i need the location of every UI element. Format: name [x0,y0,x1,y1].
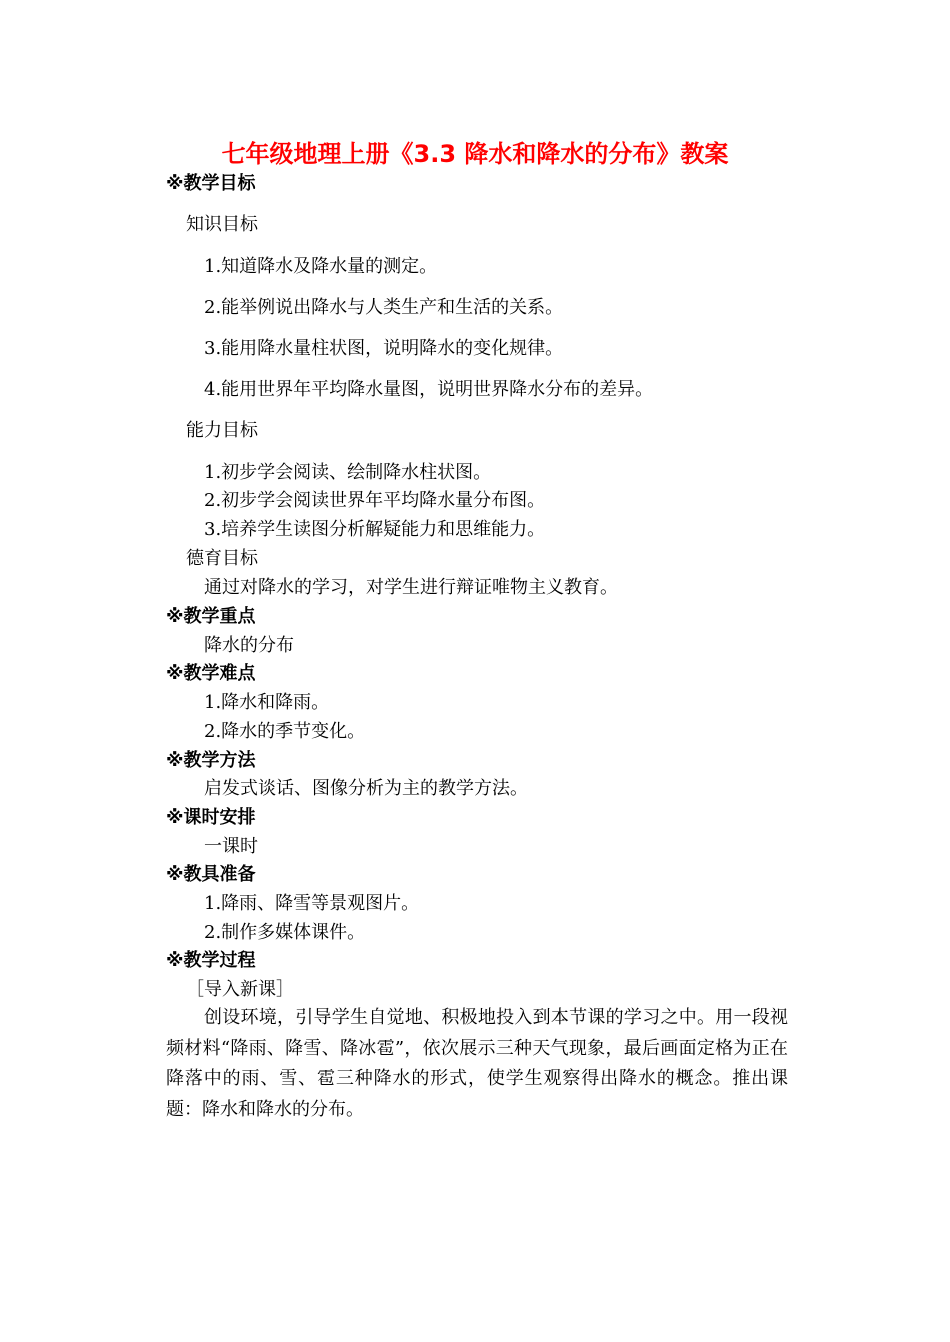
schedule-text: 一课时 [204,836,258,857]
methods-text: 启发式谈话、图像分析为主的教学方法。 [204,778,528,799]
intro-label: ［导入新课］ [186,979,294,1000]
knowledge-goals-label: 知识目标 [186,214,258,235]
ability-goal-item: 1.初步学会阅读、绘制降水柱状图。 [204,462,492,483]
material-item: 1.降雨、降雪等景观图片。 [204,893,420,914]
document-title: 七年级地理上册《3.3 降水和降水的分布》教案 [221,140,729,168]
knowledge-goal-item: 3.能用降水量柱状图，说明降水的变化规律。 [204,338,564,359]
section-heading-materials: ※教具准备 [166,864,256,885]
ability-goals-label: 能力目标 [186,420,258,441]
section-heading-process: ※教学过程 [166,950,256,971]
knowledge-goal-item: 2.能举例说出降水与人类生产和生活的关系。 [204,297,564,318]
section-heading-methods: ※教学方法 [166,750,256,771]
ability-goal-item: 3.培养学生读图分析解疑能力和思维能力。 [204,519,546,540]
section-heading-schedule: ※课时安排 [166,807,256,828]
material-item: 2.制作多媒体课件。 [204,922,366,943]
difficulty-item: 2.降水的季节变化。 [204,721,366,742]
intro-paragraph: 创设环境，引导学生自觉地、积极地投入到本节课的学习之中。用一段视频材料“降雨、降雪、降冰雹”，依次展示三种天气现象，最后画面定格为正在降落中的雨、雪、雹三种降水的形式，使学生观察得出降水的概念。推出课题：降水和降水的分布。 [166,1007,788,1120]
knowledge-goal-item: 1.知道降水及降水量的测定。 [204,256,438,277]
moral-goals-label: 德育目标 [186,548,258,569]
section-heading-key-points: ※教学重点 [166,606,256,627]
section-heading-difficulties: ※教学难点 [166,663,256,684]
moral-goal-text: 通过对降水的学习，对学生进行辩证唯物主义教育。 [204,577,618,598]
section-heading-goals: ※教学目标 [166,173,256,194]
difficulty-item: 1.降水和降雨。 [204,692,330,713]
key-points-text: 降水的分布 [204,635,294,656]
ability-goal-item: 2.初步学会阅读世界年平均降水量分布图。 [204,490,546,511]
knowledge-goal-item: 4.能用世界年平均降水量图，说明世界降水分布的差异。 [204,379,654,400]
